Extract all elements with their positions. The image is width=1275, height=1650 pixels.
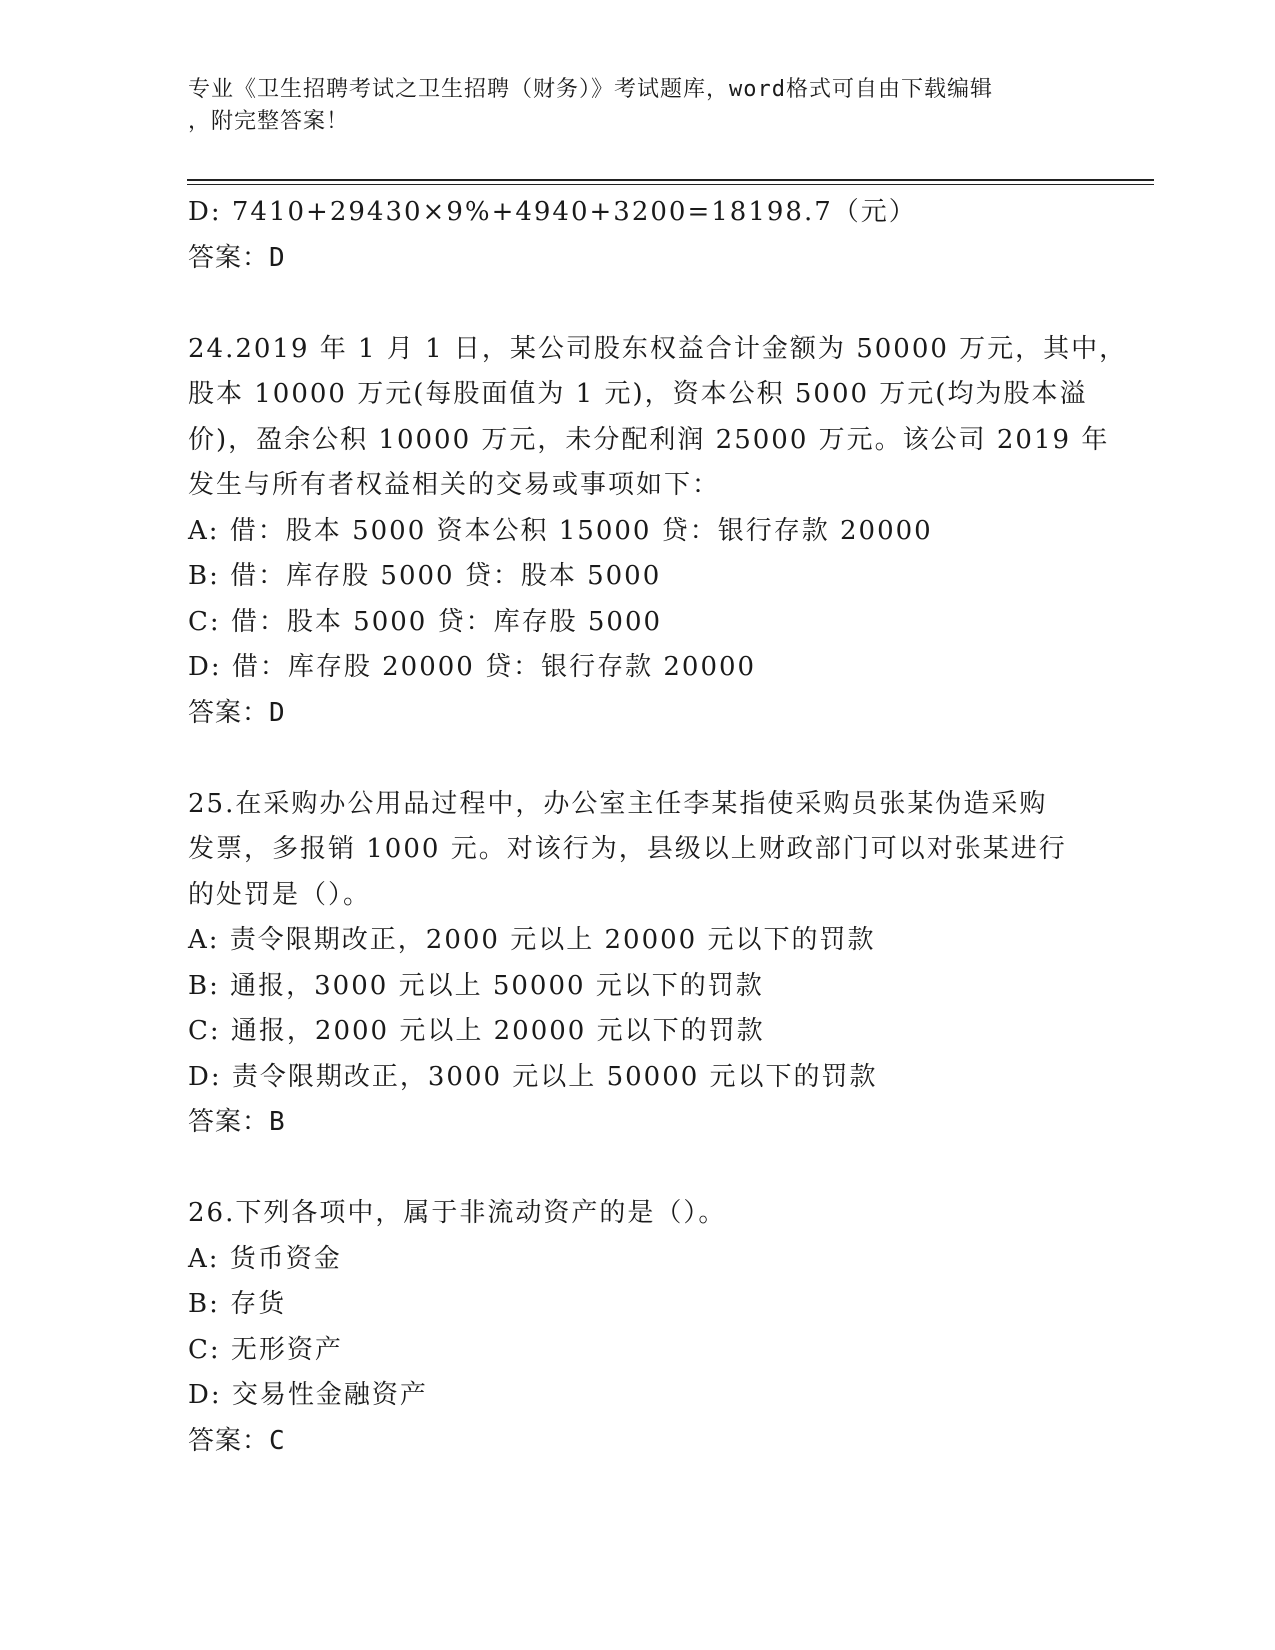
question-text-line: 发生与所有者权益相关的交易或事项如下： [188,470,721,500]
answer-value: D [269,697,286,728]
question-26 [188,1191,1088,1464]
answer-label: 答案： [188,697,270,728]
question-text-line: 24.2019 年 1 月 1 日，某公司股东权益合计金额为 50000 万元，其中， [188,333,1128,364]
option-c: C: 通报，2000 元以上 20000 元以下的罚款 [188,1016,765,1046]
option-c: C: 无形资产 [188,1334,343,1365]
question-24 [188,327,1128,737]
prev-answer [188,236,1088,282]
header-line-1: 专业《卫生招聘考试之卫生招聘（财务）》考试题库，word格式可自由下载编辑 [188,77,993,102]
option-c: C: 借：股本 5000 贷：库存股 5000 [188,606,663,637]
answer-value: D [269,242,286,273]
option-a: A: 货币资金 [188,1243,342,1274]
answer [188,691,1088,737]
option-b: B: 借：库存股 5000 贷：股本 5000 [188,561,662,591]
option-b: B: 通报，3000 元以上 50000 元以下的罚款 [188,970,764,1001]
header-divider-thin [187,184,1154,185]
question-text-line: 发票，多报销 1000 元。对该行为，县级以上财政部门可以对张某进行 [188,834,1067,864]
question-text-line: 25.在采购办公用品过程中，办公室主任李某指使采购员张某伪造采购 [188,788,1048,819]
option-a: A: 借：股本 5000 资本公积 15000 贷：银行存款 20000 [188,515,933,546]
answer-label: 答案： [188,1425,270,1456]
question-25 [188,782,1088,1146]
answer [188,1100,1088,1146]
option-d: D: 借：库存股 20000 贷：银行存款 20000 [188,652,757,682]
option-a: A: 责令限期改正，2000 元以上 20000 元以下的罚款 [188,925,876,955]
answer-value: B [269,1107,286,1137]
answer [188,1419,1088,1465]
question-text-line: 26.下列各项中，属于非流动资产的是（）。 [188,1198,727,1228]
header-divider-thick [187,179,1154,181]
spacer [188,1146,1088,1192]
spacer [188,281,1088,327]
question-text-line: 股本 10000 万元(每股面值为 1 元)，资本公积 5000 万元(均为股本溢 [188,379,1088,409]
prev-option-d: D: 7410+29430×9%+4940+3200=18198.7（元） [188,197,917,227]
document-header [188,74,1068,138]
option-d: D: 交易性金融资产 [188,1380,428,1410]
question-text-line: 的处罚是（）。 [188,879,372,910]
spacer [188,736,1088,782]
answer-value: C [269,1425,286,1456]
answer-label: 答案： [188,1107,270,1137]
header-line-2: ，附完整答案！ [188,109,350,134]
option-b: B: 存货 [188,1289,287,1319]
option-d: D: 责令限期改正，3000 元以上 50000 元以下的罚款 [188,1061,878,1092]
question-text-line: 价)，盈余公积 10000 万元，未分配利润 25000 万元。该公司 2019 年 [188,424,1110,455]
answer-label: 答案： [188,242,270,273]
question-content [188,190,1128,1464]
